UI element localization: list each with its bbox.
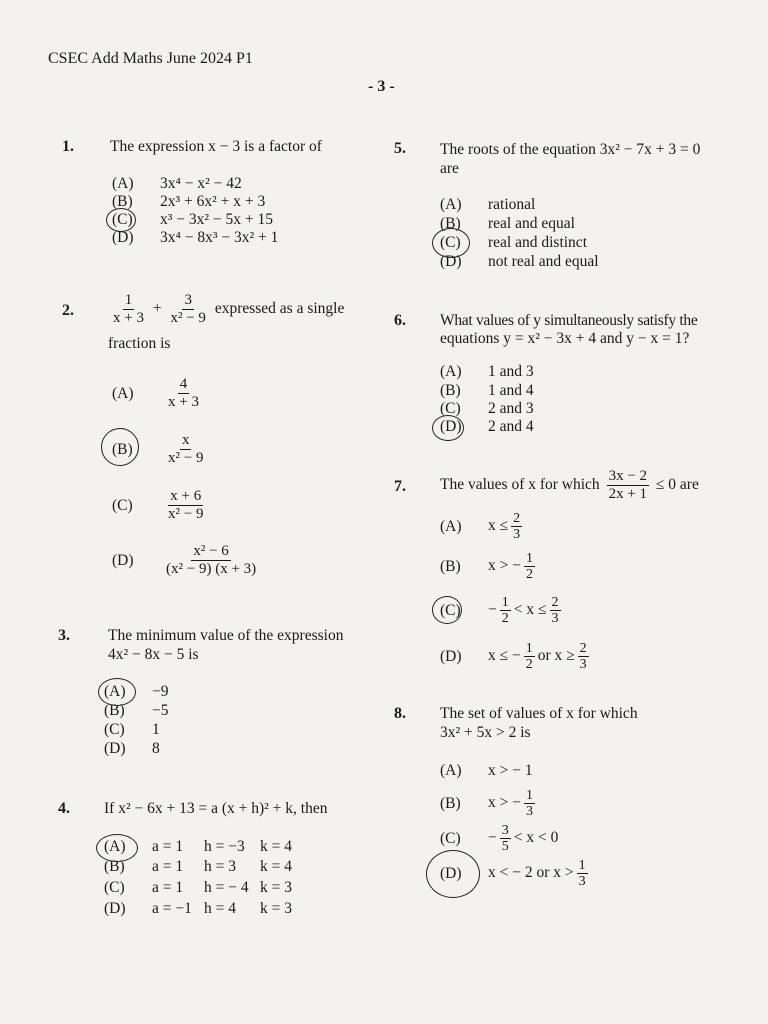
denominator: 2 bbox=[525, 567, 533, 582]
option-label: (D) bbox=[440, 647, 462, 665]
numerator: 1 bbox=[501, 595, 509, 610]
denominator: (x² − 9) (x + 3) bbox=[166, 561, 257, 577]
answer-circle-mark bbox=[96, 834, 138, 862]
q2-option-c[interactable] bbox=[112, 488, 208, 523]
option-text: x < − 2 or x > bbox=[488, 864, 574, 882]
fraction bbox=[500, 595, 511, 626]
option-label: (C) bbox=[104, 879, 125, 896]
numerator: 1 bbox=[525, 551, 533, 566]
q3-option-c[interactable] bbox=[104, 721, 160, 739]
denominator: 3 bbox=[551, 611, 559, 626]
option-label: (A) bbox=[440, 363, 462, 380]
fraction bbox=[166, 376, 201, 411]
plus-sign: + bbox=[152, 300, 162, 318]
denominator: 3 bbox=[578, 874, 586, 889]
q5-number: 5. bbox=[394, 140, 406, 157]
q1-option-b[interactable] bbox=[112, 193, 265, 211]
q2-number: 2. bbox=[62, 302, 74, 319]
option-text: 2x³ + 6x² + x + 3 bbox=[160, 193, 266, 210]
option-value: 1 and 4 bbox=[488, 382, 534, 399]
answer-circle-mark bbox=[98, 678, 136, 706]
option-value: 8 bbox=[152, 740, 160, 757]
q7-option-b[interactable] bbox=[440, 551, 538, 582]
q1-option-a[interactable] bbox=[112, 175, 242, 193]
h-value: h = − 4 bbox=[204, 879, 249, 896]
q3-option-d[interactable] bbox=[104, 740, 160, 758]
option-label: (A) bbox=[104, 838, 126, 855]
option-label: (B) bbox=[440, 794, 461, 812]
numerator: 1 bbox=[124, 292, 133, 308]
option-label: (B) bbox=[440, 382, 461, 399]
option-label: (C) bbox=[104, 721, 125, 738]
option-text: x ≤ − bbox=[488, 647, 521, 665]
option-label: (D) bbox=[112, 229, 134, 246]
answer-circle-mark bbox=[101, 428, 139, 466]
numerator: x² − 6 bbox=[193, 543, 229, 559]
k-value: k = 3 bbox=[260, 900, 292, 917]
denominator: x² − 9 bbox=[170, 310, 206, 326]
fraction bbox=[577, 858, 588, 889]
fraction bbox=[578, 641, 589, 672]
option-value: 2 and 4 bbox=[488, 418, 534, 435]
h-value: h = 3 bbox=[204, 858, 236, 875]
q2-text bbox=[108, 292, 344, 327]
numerator: 3x − 2 bbox=[608, 468, 648, 484]
option-value: real and distinct bbox=[488, 234, 587, 251]
q1-option-c[interactable] bbox=[112, 211, 273, 229]
q7-number: 7. bbox=[394, 478, 406, 495]
q3-number: 3. bbox=[58, 627, 70, 644]
denominator: x + 3 bbox=[168, 394, 199, 410]
option-label: (B) bbox=[112, 193, 133, 210]
answer-circle-mark bbox=[426, 850, 480, 898]
answer-circle-mark bbox=[432, 228, 470, 258]
denominator: 2x + 1 bbox=[608, 486, 648, 502]
k-value: k = 4 bbox=[260, 858, 292, 875]
q6-text-a: What values of y simultaneously satisfy the bbox=[440, 312, 698, 329]
fraction bbox=[500, 823, 511, 854]
a-value: a = 1 bbox=[152, 838, 184, 855]
option-text: < x ≤ bbox=[513, 601, 547, 619]
option-value: not real and equal bbox=[488, 253, 599, 270]
option-label: (C) bbox=[112, 211, 133, 228]
q7-option-d[interactable] bbox=[440, 641, 592, 672]
numerator: 3 bbox=[184, 292, 192, 308]
fraction bbox=[511, 511, 522, 542]
q8-option-b[interactable] bbox=[440, 788, 538, 819]
h-value: h = 4 bbox=[204, 900, 236, 917]
option-label: (A) bbox=[440, 517, 462, 535]
q6-text-b: equations y = x² − 3x + 4 and y − x = 1? bbox=[440, 330, 690, 347]
option-label: (D) bbox=[104, 740, 126, 757]
option-label: (D) bbox=[440, 253, 462, 270]
denominator: 3 bbox=[579, 657, 587, 672]
q6-number: 6. bbox=[394, 312, 406, 329]
q7-text-b: ≤ 0 are bbox=[655, 476, 699, 494]
option-label: (B) bbox=[112, 440, 133, 458]
q2-option-d[interactable] bbox=[112, 543, 261, 578]
option-label: (B) bbox=[440, 215, 461, 232]
option-label: (C) bbox=[440, 601, 461, 619]
q3-text-a: The minimum value of the expression bbox=[108, 627, 344, 644]
numerator: 2 bbox=[579, 641, 587, 656]
q7-text-a: The values of x for which bbox=[440, 476, 600, 494]
q8-text-a: The set of values of x for which bbox=[440, 705, 638, 722]
numerator: 4 bbox=[179, 376, 188, 392]
option-label: (C) bbox=[112, 496, 133, 514]
option-text: or x ≥ bbox=[537, 647, 575, 665]
denominator: 3 bbox=[525, 804, 533, 819]
denominator: 2 bbox=[501, 611, 509, 626]
q1-text: The expression x − 3 is a factor of bbox=[110, 138, 322, 155]
q4-option-b[interactable] bbox=[104, 858, 292, 876]
q3-text-b: 4x² − 8x − 5 is bbox=[108, 646, 199, 663]
denominator: x + 3 bbox=[113, 310, 144, 326]
option-label: (C) bbox=[440, 829, 461, 847]
fraction bbox=[524, 788, 535, 819]
option-value: 2 and 3 bbox=[488, 400, 534, 417]
denominator: x² − 9 bbox=[168, 450, 204, 466]
q4-text: If x² − 6x + 13 = a (x + h)² + k, then bbox=[104, 800, 328, 817]
q8-text-b: 3x² + 5x > 2 is bbox=[440, 724, 531, 741]
option-text: x ≤ bbox=[488, 517, 509, 535]
option-value: rational bbox=[488, 196, 536, 213]
numerator: 1 bbox=[525, 641, 533, 656]
fraction bbox=[164, 543, 258, 578]
option-text: x³ − 3x² − 5x + 15 bbox=[160, 211, 274, 228]
fraction bbox=[524, 641, 535, 672]
q4-number: 4. bbox=[58, 800, 70, 817]
answer-circle-mark bbox=[432, 415, 464, 441]
option-label: (B) bbox=[440, 557, 461, 575]
q8-option-a[interactable] bbox=[440, 762, 533, 780]
q5-option-d[interactable] bbox=[440, 253, 599, 271]
option-label: (B) bbox=[104, 858, 125, 875]
q5-option-a[interactable] bbox=[440, 196, 535, 214]
answer-circle-mark bbox=[432, 596, 462, 624]
denominator: 2 bbox=[525, 657, 533, 672]
option-value: x > − 1 bbox=[488, 762, 533, 779]
option-text: x > − bbox=[488, 557, 521, 575]
option-label: (D) bbox=[104, 900, 126, 917]
q5-text-a: The roots of the equation 3x² − 7x + 3 = 0 bbox=[440, 141, 701, 158]
option-text: 3x⁴ − x² − 42 bbox=[160, 175, 242, 192]
denominator: 3 bbox=[513, 527, 521, 542]
option-value: real and equal bbox=[488, 215, 575, 232]
option-text: − bbox=[488, 601, 497, 619]
fraction bbox=[550, 595, 561, 626]
q4-option-d[interactable] bbox=[104, 900, 292, 918]
q2-text-b: fraction is bbox=[108, 335, 171, 352]
option-label: (A) bbox=[440, 762, 462, 779]
q5-text-b: are bbox=[440, 160, 459, 177]
a-value: a = −1 bbox=[152, 900, 192, 917]
option-text: < x < 0 bbox=[513, 829, 559, 847]
h-value: h = −3 bbox=[204, 838, 245, 855]
option-text: x > − bbox=[488, 794, 521, 812]
q6-option-a[interactable] bbox=[440, 363, 534, 381]
q2-option-a[interactable] bbox=[112, 376, 204, 411]
k-value: k = 3 bbox=[260, 879, 292, 896]
numerator: 3 bbox=[501, 823, 509, 838]
answer-circle-mark bbox=[106, 208, 136, 232]
fraction bbox=[168, 292, 207, 327]
fraction bbox=[166, 432, 205, 467]
denominator: x² − 9 bbox=[168, 506, 204, 522]
option-label: (A) bbox=[104, 683, 126, 700]
option-label: (D) bbox=[440, 864, 462, 882]
option-label: (A) bbox=[112, 175, 134, 192]
option-text: − bbox=[488, 829, 497, 847]
numerator: x bbox=[181, 432, 190, 448]
numerator: 1 bbox=[578, 858, 586, 873]
a-value: a = 1 bbox=[152, 879, 184, 896]
q8-option-c[interactable] bbox=[440, 823, 558, 854]
q2-text-a: expressed as a single bbox=[214, 300, 345, 318]
a-value: a = 1 bbox=[152, 858, 184, 875]
option-label: (D) bbox=[112, 551, 134, 569]
option-value: −9 bbox=[152, 683, 169, 700]
numerator: 1 bbox=[525, 788, 533, 803]
q1-number: 1. bbox=[62, 138, 74, 155]
option-label: (C) bbox=[440, 400, 461, 417]
option-value: 1 bbox=[152, 721, 160, 738]
fraction bbox=[524, 551, 535, 582]
option-label: (B) bbox=[104, 702, 125, 719]
k-value: k = 4 bbox=[260, 838, 292, 855]
denominator: 5 bbox=[501, 839, 509, 854]
q7-option-a[interactable] bbox=[440, 511, 525, 542]
option-value: 1 and 3 bbox=[488, 363, 534, 380]
numerator: x + 6 bbox=[170, 488, 202, 504]
option-label: (D) bbox=[440, 418, 462, 435]
q6-option-b[interactable] bbox=[440, 382, 534, 400]
option-text: 3x⁴ − 8x³ − 3x² + 1 bbox=[160, 229, 279, 246]
q7-text bbox=[440, 468, 699, 503]
fraction bbox=[607, 468, 649, 503]
option-label: (A) bbox=[112, 384, 134, 402]
numerator: 2 bbox=[551, 595, 559, 610]
numerator: 2 bbox=[513, 511, 521, 526]
option-label: (A) bbox=[440, 196, 462, 213]
option-label: (C) bbox=[440, 234, 461, 251]
option-value: −5 bbox=[152, 702, 169, 719]
page-number: - 3 - bbox=[368, 78, 395, 95]
q1-option-d[interactable] bbox=[112, 229, 278, 247]
q8-number: 8. bbox=[394, 705, 406, 722]
fraction bbox=[166, 488, 205, 523]
exam-header: CSEC Add Maths June 2024 P1 bbox=[48, 50, 253, 67]
q4-option-c[interactable] bbox=[104, 879, 292, 897]
fraction bbox=[111, 292, 146, 327]
